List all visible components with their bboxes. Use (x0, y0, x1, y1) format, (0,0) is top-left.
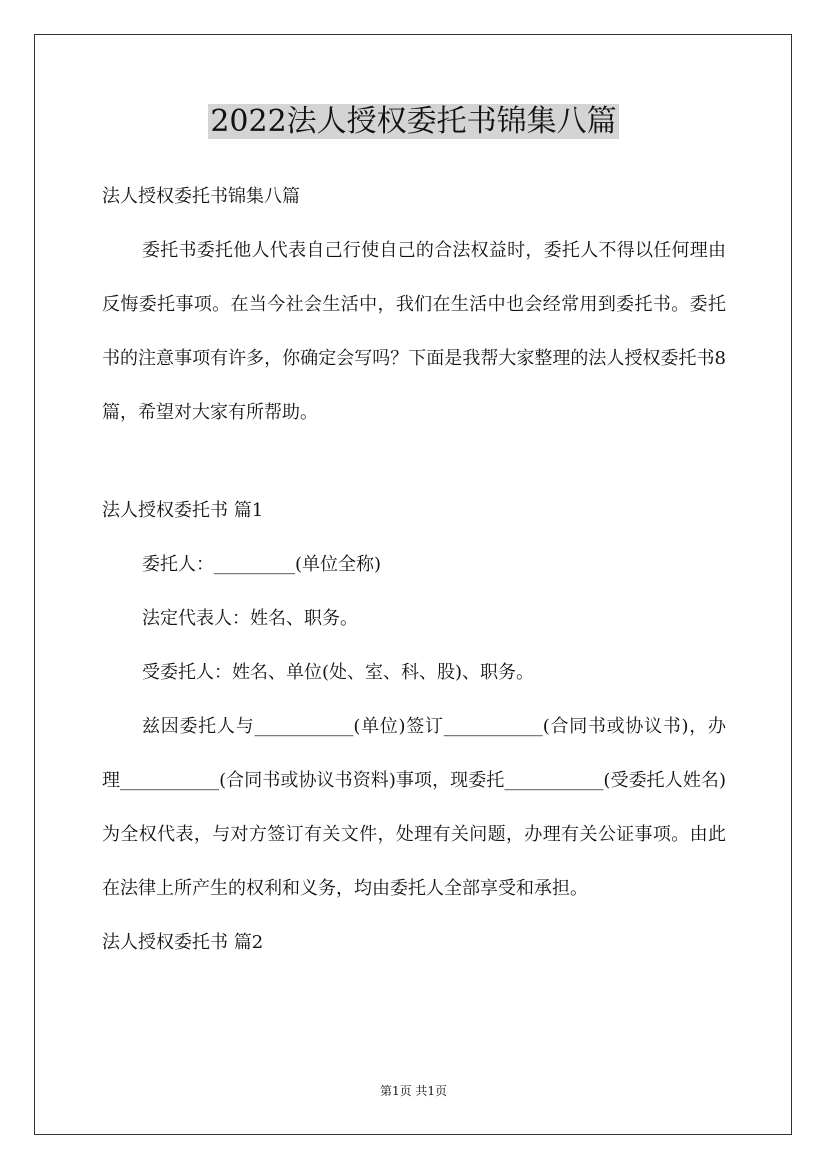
document-title-text: 2022法人授权委托书锦集八篇 (210, 104, 617, 139)
section1-heading: 法人授权委托书 篇1 (102, 500, 264, 521)
agent-line: 受委托人：姓名、单位(处、室、科、股)、职务。 (142, 662, 535, 683)
section-gap (102, 440, 726, 484)
section1-body-paragraph: 兹因委托人与___________(单位)签订___________(合同书或协议书)，办理___________(合同书或协议书资料)事项，现委托___________(受委托人姓名)为全权代表，与对方签订有关文件，处理有关问题，办理有关公证事项。由此在法律上所产生的权利和义务，均由委托人全部享受和承担。 (102, 716, 726, 899)
intro-paragraph: 委托书委托他人代表自己行使自己的合法权益时，委托人不得以任何理由反悔委托事项。在当今社会生活中，我们在生活中也会经常用到委托书。委托书的注意事项有许多，你确定会写吗？下面是我帮大家整理的法人授权委托书8篇，希望对大家有所帮助。 (102, 240, 726, 423)
document-title (0, 100, 827, 144)
document-body (102, 170, 726, 970)
principal-line: 委托人：_________(单位全称) (142, 554, 382, 575)
document-subtitle: 法人授权委托书锦集八篇 (102, 186, 300, 207)
page-footer: 第1页 共1页 (379, 1084, 448, 1098)
section2-heading: 法人授权委托书 篇2 (102, 932, 264, 953)
legal-representative-line: 法定代表人：姓名、职务。 (142, 608, 358, 629)
